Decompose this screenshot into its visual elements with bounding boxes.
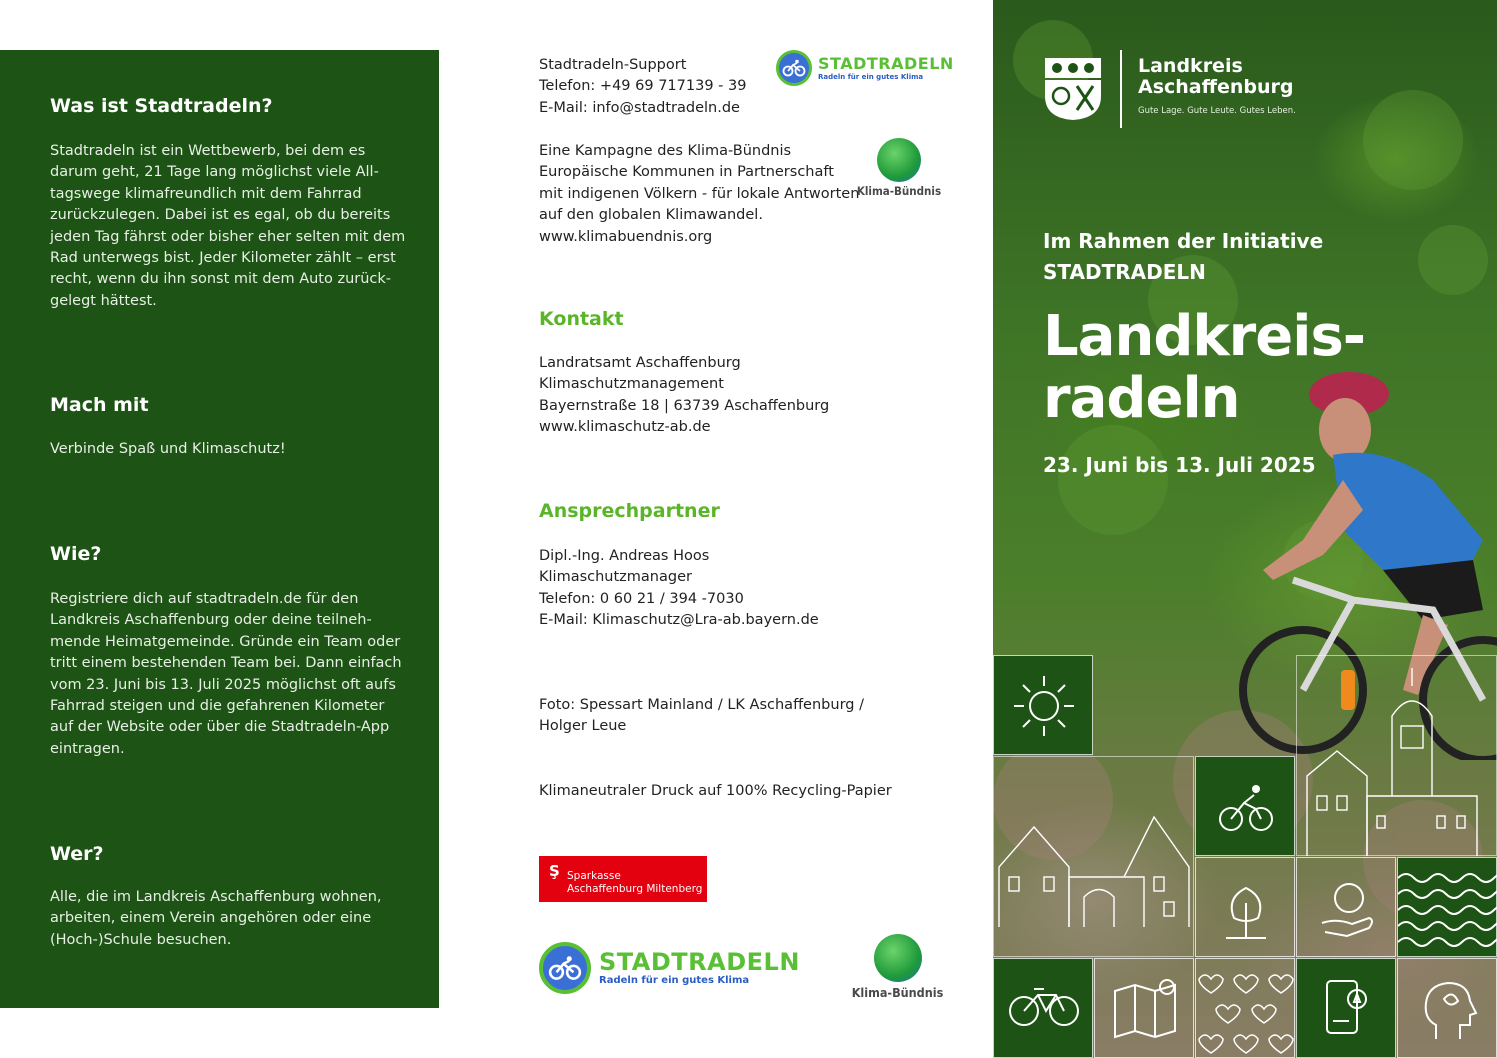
sparkasse-s-icon: Ş [549, 862, 560, 880]
heading-kontakt: Kontakt [539, 308, 624, 330]
initiative-text [1043, 226, 1323, 288]
title-line: radeln [1043, 366, 1240, 431]
cover-photo [993, 0, 1497, 1058]
text-wer [50, 887, 395, 951]
cover-title [1043, 306, 1365, 430]
text-line: mende Heimatgemeinde. Gründe ein Team oder [50, 633, 401, 650]
title-line: Landkreis- [1043, 304, 1366, 369]
text-line: Klimaschutzmanagement [539, 376, 724, 393]
brand-line: Aschaffenburg [1138, 76, 1294, 98]
stadtradeln-wordmark: STADTRADELN [818, 53, 954, 73]
globe-icon [877, 138, 921, 182]
kontakt-address [539, 353, 829, 439]
text-mach-mit [50, 439, 395, 460]
text-line: recht, wenn du ihn sonst mit dem Auto zurück- [50, 271, 392, 288]
cyclist-icon [776, 50, 812, 86]
print-note: Klimaneutraler Druck auf 100% Recycling-Papier [539, 783, 892, 799]
klimabuendnis-wordmark: Klima-Bündnis [856, 184, 942, 198]
cyclist-icon [539, 942, 591, 994]
stadtradeln-logo-large [539, 942, 800, 994]
stadtradeln-tagline: Radeln für ein gutes Klima [818, 72, 924, 81]
text-line: Holger Leue [539, 718, 627, 735]
photo-credit [539, 695, 864, 738]
landkreis-crest-icon [1043, 56, 1103, 122]
bicycle-icon [993, 958, 1093, 1058]
initiative-line: STADTRADELN [1043, 260, 1206, 284]
text-line: eintragen. [50, 740, 125, 757]
heading-wer: Wer? [50, 843, 104, 865]
text-line: jeden Tag fährst oder bisher eher selten mit dem [50, 228, 406, 245]
globe-icon [874, 934, 922, 982]
brand-tagline: Gute Lage. Gute Leute. Gutes Leben. [1138, 106, 1296, 116]
smartphone-navigation-icon [1296, 958, 1396, 1058]
campaign-dates: 23. Juni bis 13. Juli 2025 [1043, 453, 1316, 477]
palace-outline-icon [1296, 655, 1497, 856]
text-line: mit indigenen Völkern - für lokale Antworten [539, 185, 860, 202]
text-line: Stadtradeln ist ein Wettbewerb, bei dem es [50, 143, 366, 159]
klimabuendnis-link[interactable]: www.klimabuendnis.org [539, 228, 713, 245]
info-panel [0, 50, 439, 1008]
klimabuendnis-logo-small [855, 138, 943, 198]
support-contact [539, 55, 746, 119]
text-line: Dipl.-Ing. Andreas Hoos [539, 548, 710, 564]
village-outline-icon [993, 756, 1194, 957]
text-line: Telefon: 0 60 21 / 394 -7030 [539, 590, 744, 607]
text-line: Verbinde Spaß und Klimaschutz! [50, 441, 286, 457]
brand-line: Landkreis [1138, 55, 1243, 77]
text-line: tagswege klimafreundlich mit dem Fahrrad [50, 185, 362, 202]
text-line: zurückzulegen. Dabei ist es egal, ob du bereits [50, 207, 391, 224]
text-line: Foto: Spessart Mainland / LK Aschaffenburg / [539, 697, 864, 713]
heading-was-ist: Was ist Stadtradeln? [50, 95, 273, 117]
support-title: Stadtradeln-Support [539, 57, 687, 73]
head-leaf-icon [1397, 958, 1497, 1058]
sparkasse-logo [539, 856, 707, 902]
sun-icon [993, 655, 1093, 755]
text-line: arbeiten, einem Verein angehören oder eine [50, 910, 372, 927]
text-was-ist [50, 141, 406, 312]
heading-wie: Wie? [50, 543, 102, 565]
klimaschutz-link[interactable]: www.klimaschutz-ab.de [539, 419, 711, 436]
initiative-line: Im Rahmen der Initiative [1043, 229, 1324, 253]
text-wie [50, 589, 402, 760]
text-line: Rad unterwegs bist. Jeder Kilometer zählt – erst [50, 250, 396, 267]
text-line: Klimaschutzmanager [539, 569, 692, 586]
support-email: E-Mail: info@stadtradeln.de [539, 99, 740, 116]
cyclist-icon [1195, 756, 1295, 856]
tree-icon [1195, 857, 1295, 957]
text-line: gelegt hättest. [50, 292, 157, 309]
hearts-pattern-icon [1195, 958, 1295, 1058]
text-line: darum geht, 21 Tage lang möglichst viele All- [50, 164, 379, 181]
stadtradeln-wordmark: STADTRADELN [599, 948, 800, 976]
ansprechpartner-details [539, 546, 819, 632]
heading-mach-mit: Mach mit [50, 394, 149, 416]
brand-divider [1120, 50, 1122, 128]
text-line: Landratsamt Aschaffenburg [539, 355, 741, 371]
earth-hand-icon [1296, 857, 1396, 957]
brand-name [1138, 56, 1294, 98]
support-phone: Telefon: +49 69 717139 - 39 [539, 78, 747, 95]
text-line: auf den globalen Klimawandel. [539, 207, 763, 224]
text-line: tritt einem bestehenden Team bei. Dann einfach [50, 655, 402, 672]
text-line: (Hoch-)Schule besuchen. [50, 931, 232, 948]
text-line: vom 23. Juni bis 13. Juli 2025 möglichst oft aufs [50, 676, 396, 693]
contact-email[interactable]: E-Mail: Klimaschutz@Lra-ab.bayern.de [539, 612, 819, 629]
campaign-text [539, 141, 859, 248]
text-line: Europäische Kommunen in Partnerschaft [539, 164, 834, 181]
text-line: auf der Website oder über die Stadtradeln-App [50, 719, 390, 736]
text-line: Alle, die im Landkreis Aschaffenburg wohnen, [50, 889, 382, 905]
text-line: Eine Kampagne des Klima-Bündnis [539, 143, 792, 159]
sparkasse-region: Aschaffenburg Miltenberg [567, 883, 703, 895]
text-line: Bayernstraße 18 | 63739 Aschaffenburg [539, 397, 830, 414]
text-line: Registriere dich auf stadtradeln.de für den [50, 591, 359, 607]
klimabuendnis-wordmark: Klima-Bündnis [851, 985, 944, 1000]
sparkasse-name: Sparkasse [567, 870, 621, 882]
stadtradeln-logo-small [776, 50, 954, 86]
text-line: Fahrrad steigen und die gefahrenen Kilometer [50, 698, 385, 715]
heading-ansprechpartner: Ansprechpartner [539, 500, 720, 522]
map-pin-icon [1094, 958, 1194, 1058]
waves-icon [1397, 857, 1497, 957]
stadtradeln-tagline: Radeln für ein gutes Klima [599, 975, 750, 986]
klimabuendnis-logo-large [850, 934, 945, 1000]
text-line: Landkreis Aschaffenburg oder deine teilneh- [50, 612, 372, 629]
